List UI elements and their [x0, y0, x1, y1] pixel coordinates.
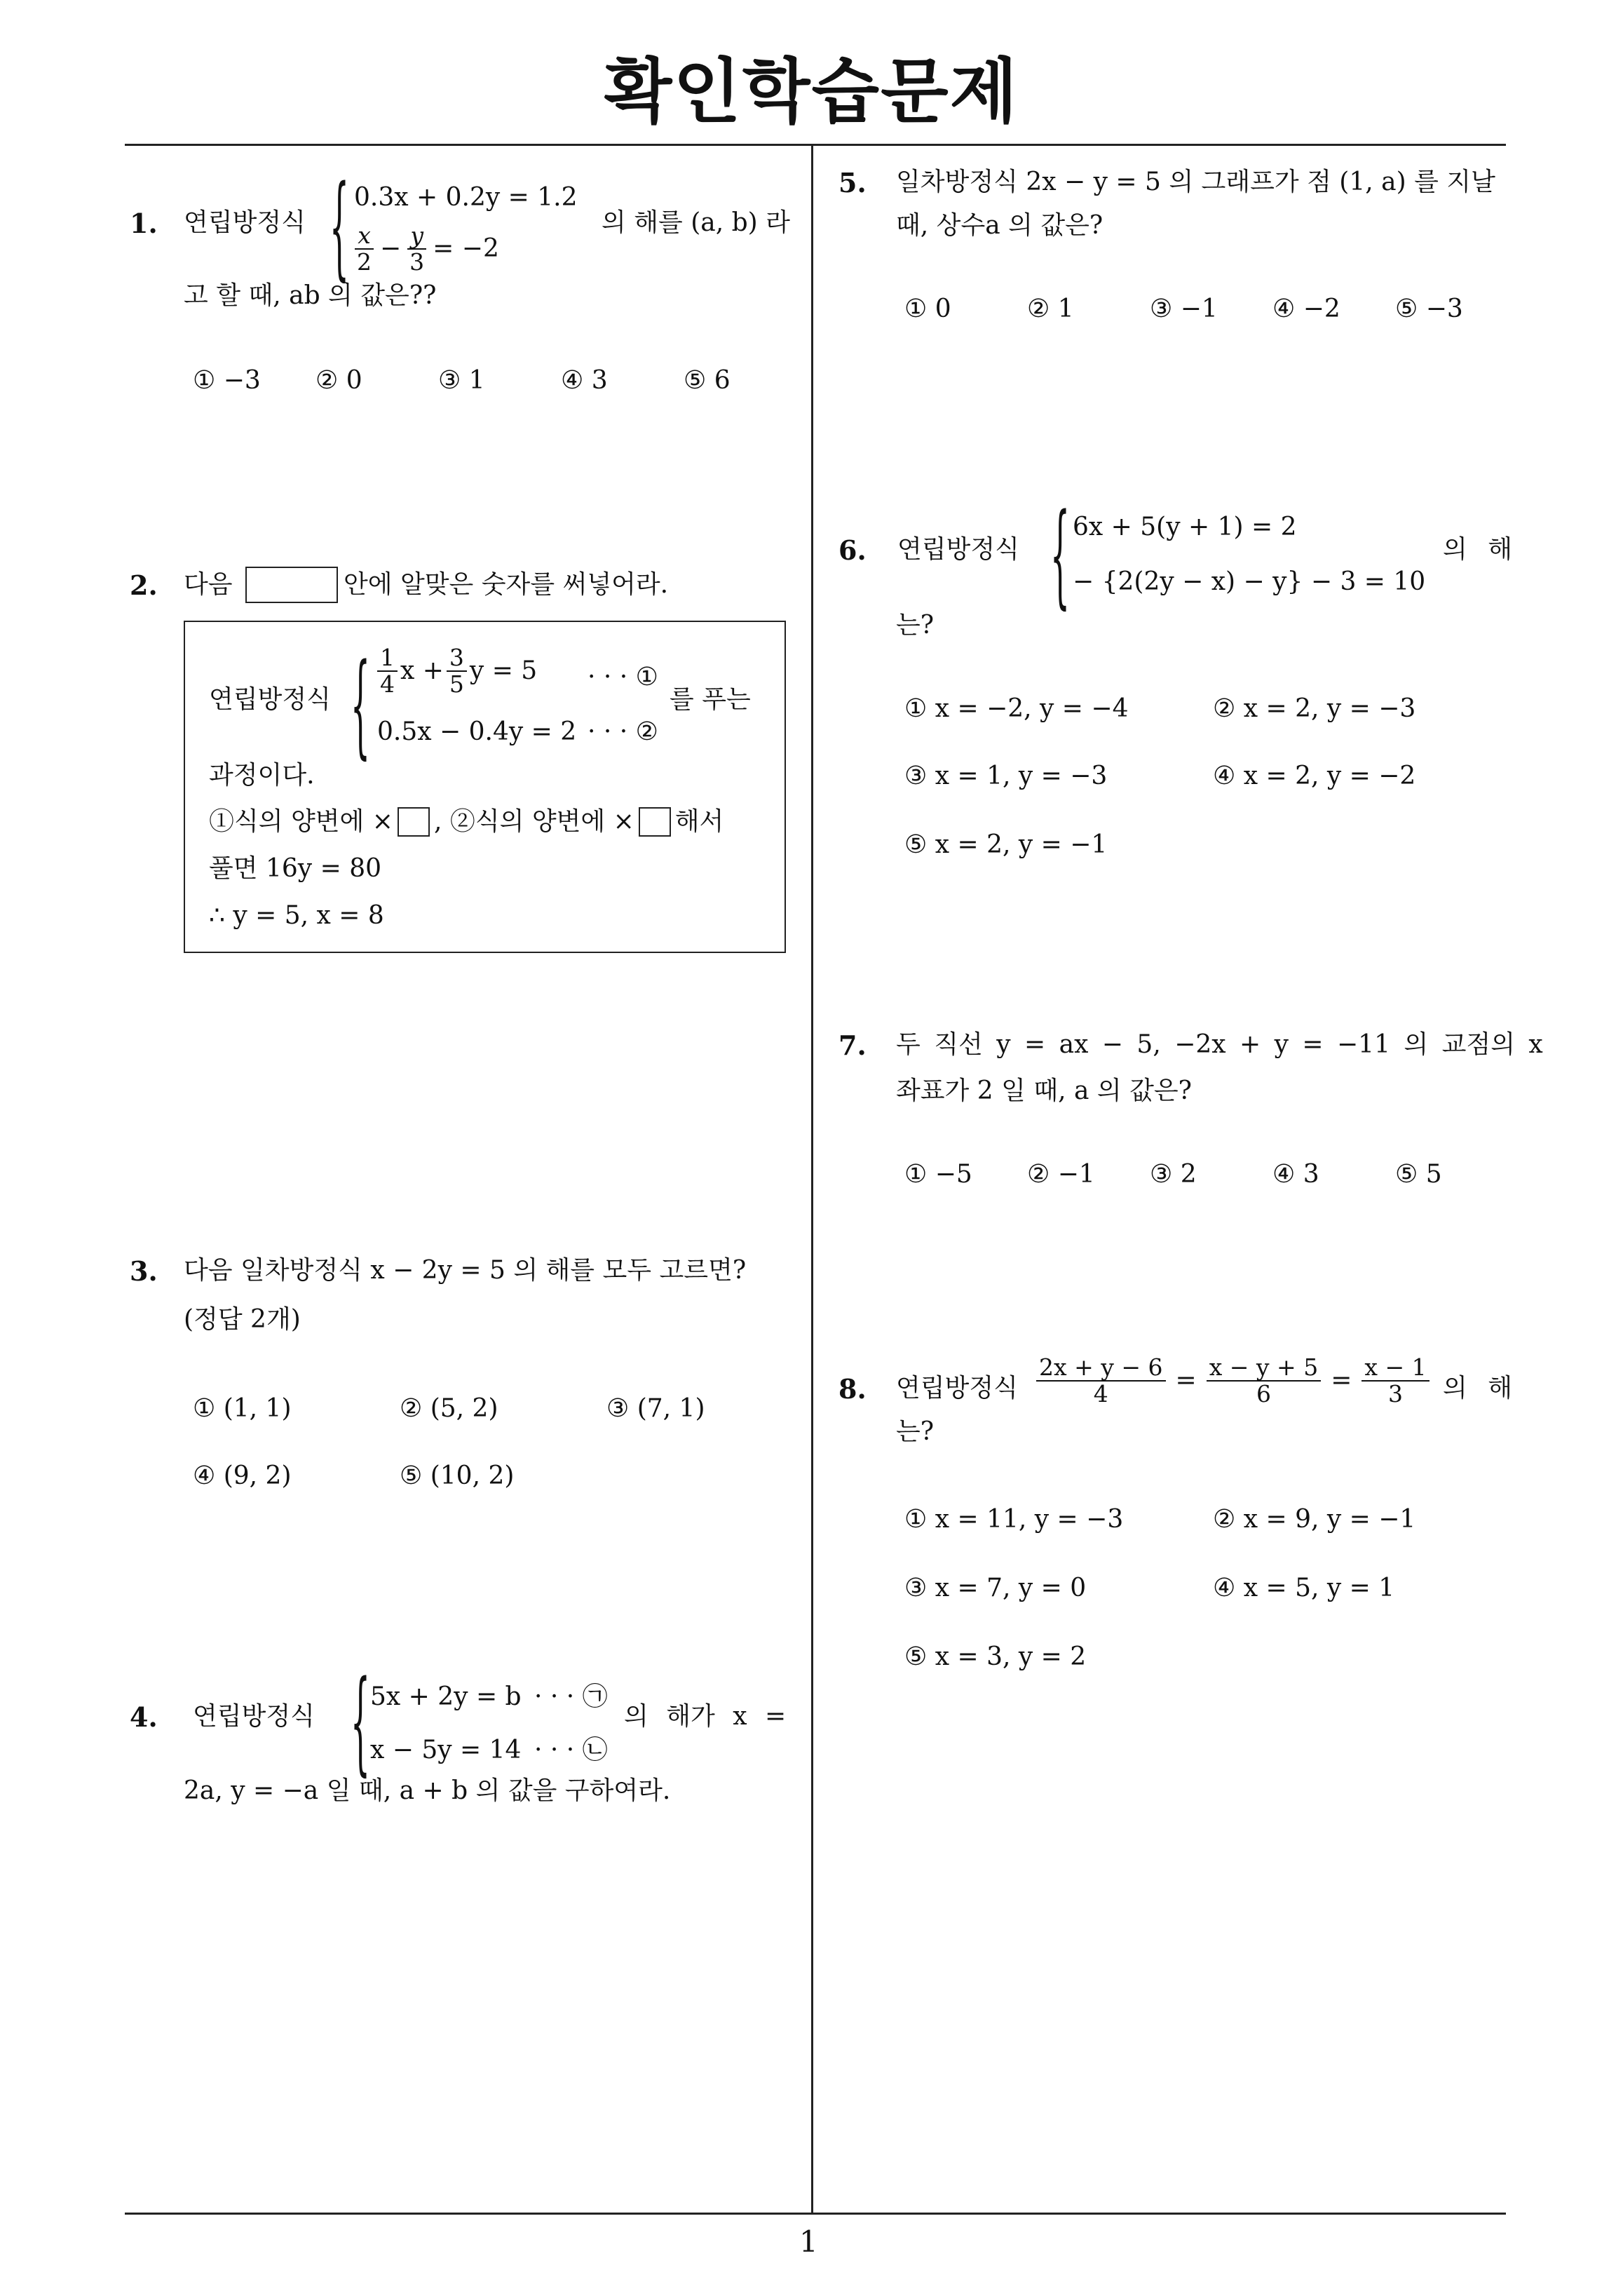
question-number: 2.: [130, 569, 158, 601]
box-lead: 연립방정식: [209, 685, 331, 714]
answer-blank[interactable]: [398, 807, 430, 837]
choice-3[interactable]: ③ −1: [1150, 295, 1218, 323]
question-line-2: 는?: [896, 1417, 935, 1446]
page-title: 확인학습문제: [604, 50, 1019, 133]
question-line-2: (정답 2개): [184, 1305, 301, 1334]
header-rule: [125, 144, 1506, 146]
box-line-2: 과정이다.: [209, 761, 315, 790]
choice-3[interactable]: ③ (7, 1): [606, 1394, 705, 1423]
fraction: $\frac{x - 1}{3}$: [1361, 1355, 1429, 1407]
choice-1[interactable]: ① x = 11, y = −3: [904, 1505, 1124, 1534]
choice-2[interactable]: ② x = 2, y = −3: [1213, 694, 1416, 723]
box-equation-2: 0.5x − 0.4y = 2: [377, 717, 577, 746]
question-number: 8.: [838, 1373, 867, 1405]
equation-2: − {2(2y − x) − y} − 3 = 10: [1073, 567, 1426, 596]
question-line-1: 일차방정식 2x − y = 5 의 그래프가 점 (1, a) 를 지날: [896, 168, 1495, 196]
question-tail: 안에 알맞은 숫자를 써넣어라.: [344, 570, 669, 599]
question-line-2: 때, 상수a 의 값은?: [896, 211, 1103, 240]
left-brace-icon: {: [351, 640, 370, 770]
choice-4[interactable]: ④ x = 5, y = 1: [1213, 1574, 1395, 1602]
choice-3[interactable]: ③ x = 7, y = 0: [904, 1574, 1087, 1602]
left-brace-icon: {: [330, 161, 349, 292]
choice-5[interactable]: ⑤ 5: [1395, 1160, 1442, 1189]
left-brace-icon: {: [351, 1656, 370, 1787]
choice-2[interactable]: ② x = 9, y = −1: [1213, 1505, 1416, 1534]
question-number: 6.: [838, 534, 867, 566]
question-line-1: 두 직선 y = ax − 5, −2x + y = −11 의 교점의 x: [896, 1030, 1543, 1059]
page-number: 1: [799, 2224, 818, 2259]
footer-rule: [125, 2213, 1506, 2215]
question-line-2: 2a, y = −a 일 때, a + b 의 값을 구하여라.: [184, 1776, 671, 1805]
question-lead: 연립방정식: [184, 208, 306, 237]
equation-2: $\frac{x}{2}$ − $\frac{y}{3}$ = −2: [354, 223, 499, 275]
box-equation-1: $\frac{1}{4}$ x + $\frac{3}{5}$ y = 5: [377, 645, 537, 697]
choice-3[interactable]: ③ x = 1, y = −3: [904, 762, 1108, 790]
question-line-1: 다음 일차방정식 x − 2y = 5 의 해를 모두 고르면?: [184, 1256, 747, 1285]
choice-2[interactable]: ② 0: [315, 366, 362, 395]
choice-4[interactable]: ④ (9, 2): [193, 1461, 292, 1490]
equation-1: 6x + 5(y + 1) = 2: [1073, 513, 1297, 541]
question-line-2: 고 할 때, ab 의 값은??: [184, 281, 437, 310]
question-lead: 연립방정식: [896, 1374, 1018, 1403]
box-tail: 를 푸는: [670, 685, 751, 714]
choice-5[interactable]: ⑤ (10, 2): [400, 1461, 515, 1490]
equation-tag-2: · · · ②: [588, 717, 658, 746]
question-number: 3.: [130, 1255, 158, 1287]
equation-tag-1: · · · ㉠: [534, 1682, 608, 1711]
choice-5[interactable]: ⑤ x = 2, y = −1: [904, 830, 1108, 859]
question-lead: 연립방정식: [897, 535, 1019, 564]
question-number: 4.: [130, 1701, 158, 1733]
fraction: $\frac{y}{3}$: [407, 223, 427, 275]
question-tail: 의 해: [1443, 1374, 1512, 1403]
question-lead: 다음: [184, 570, 233, 599]
question-line-2: 는?: [896, 611, 935, 640]
equation-chain: $\frac{2x + y - 6}{4}$ = $\frac{x - y + 5}{6}$ = $\frac{x - 1}{3}$: [1036, 1355, 1430, 1407]
question-tail: 의 해가 x =: [624, 1702, 787, 1731]
choice-2[interactable]: ② (5, 2): [400, 1394, 498, 1423]
fraction: $\frac{3}{5}$: [447, 645, 467, 697]
box-line-5: ∴ y = 5, x = 8: [209, 901, 384, 930]
choice-2[interactable]: ② −1: [1027, 1160, 1095, 1189]
question-number: 7.: [838, 1029, 867, 1061]
answer-blank[interactable]: [639, 807, 671, 837]
box-line-3: ①식의 양변에 × , ②식의 양변에 × 해서: [209, 807, 724, 836]
choice-3[interactable]: ③ 2: [1150, 1160, 1197, 1189]
choice-3[interactable]: ③ 1: [438, 366, 485, 395]
question-number: 1.: [130, 208, 158, 239]
answer-blank[interactable]: [245, 567, 338, 603]
equation-1: 0.3x + 0.2y = 1.2: [354, 183, 578, 212]
choice-4[interactable]: ④ −2: [1272, 295, 1340, 323]
question-tail: 의 해를 (a, b) 라: [602, 208, 790, 237]
equation-1: 5x + 2y = b: [370, 1682, 522, 1711]
choice-1[interactable]: ① −3: [193, 366, 261, 395]
equation-tag-2: · · · ㉡: [534, 1736, 608, 1764]
choice-4[interactable]: ④ x = 2, y = −2: [1213, 762, 1416, 790]
choice-1[interactable]: ① 0: [904, 295, 951, 323]
equation-tag-1: · · · ①: [588, 663, 658, 691]
choice-5[interactable]: ⑤ x = 3, y = 2: [904, 1642, 1087, 1671]
choice-2[interactable]: ② 1: [1027, 295, 1074, 323]
question-tail: 의 해: [1443, 535, 1512, 564]
choice-4[interactable]: ④ 3: [561, 366, 608, 395]
choice-5[interactable]: ⑤ −3: [1395, 295, 1463, 323]
choice-1[interactable]: ① (1, 1): [193, 1394, 292, 1423]
fraction: $\frac{x}{2}$: [354, 223, 374, 275]
choice-4[interactable]: ④ 3: [1272, 1160, 1319, 1189]
fraction: $\frac{2x + y - 6}{4}$: [1036, 1355, 1166, 1407]
box-line-4: 풀면 16y = 80: [209, 854, 382, 883]
choice-1[interactable]: ① −5: [904, 1160, 972, 1189]
choice-5[interactable]: ⑤ 6: [684, 366, 731, 395]
equation-2: x − 5y = 14: [370, 1736, 522, 1764]
fraction: $\frac{x - y + 5}{6}$: [1207, 1355, 1322, 1407]
question-lead: 연립방정식: [193, 1702, 315, 1731]
left-brace-icon: {: [1050, 489, 1070, 620]
question-number: 5.: [838, 167, 867, 198]
choice-1[interactable]: ① x = −2, y = −4: [904, 694, 1129, 723]
fraction: $\frac{1}{4}$: [377, 645, 398, 697]
column-divider: [811, 144, 813, 2213]
question-line-2: 좌표가 2 일 때, a 의 값은?: [896, 1076, 1192, 1105]
